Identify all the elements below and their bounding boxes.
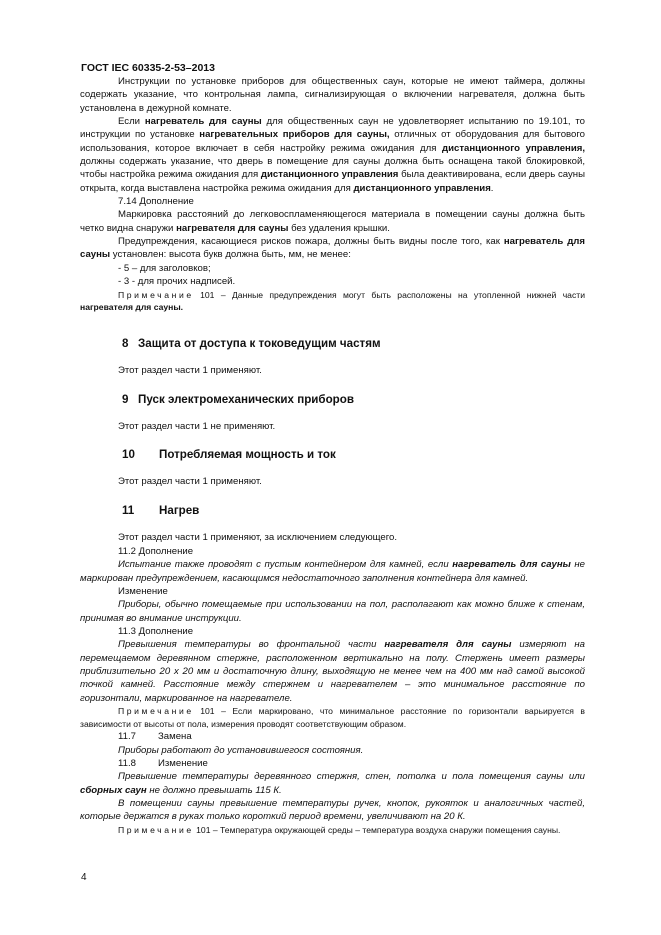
page-number: 4 bbox=[81, 872, 87, 883]
note: Примечание 101 – Температура окружающей среды – температура воздуха снаружи помещения сауны. bbox=[118, 824, 561, 835]
clause-heading: Изменение bbox=[118, 586, 168, 598]
section-7-continuation bbox=[80, 75, 585, 314]
section-10-heading: 10 Потребляемая мощность и ток bbox=[122, 448, 336, 461]
section-11-heading: 11 Нагрев bbox=[122, 504, 200, 517]
section-11-clauses bbox=[80, 545, 585, 836]
section-11-text: Этот раздел части 1 применяют, за исключением следующего. bbox=[118, 532, 398, 543]
clause-heading: 11.8 Изменение bbox=[118, 758, 208, 769]
list-item: - 3 - для прочих надписей. bbox=[118, 276, 236, 288]
note: Примечание 101 – Данные предупреждения могут быть расположены на утопленной нижней части нагревателя для сауны. bbox=[80, 289, 585, 313]
paragraph: Испытание также проводят с пустым контейнером для камней, если нагреватель для сауны не маркирован предупреждением, касающимся недостаточного заполнения контейнера для камней. bbox=[80, 559, 586, 584]
paragraph: Превышения температуры во фронтальной части нагревателя для сауны измеряют на перемещаемом деревянном стержне, расположенном вертикально на полу. Стержень имеет размеры приблизительно 20 х 20 мм и достаточную длину, выходящую не менее чем на 400 мм над самой высокой точкой камней. Расстояние между стержнем и нагревателем – это минимальное расстояние по горизонтали, маркированное на нагревателе. bbox=[80, 639, 586, 704]
section-8-heading: 8 Защита от доступа к токоведущим частям bbox=[122, 337, 381, 350]
paragraph: Маркировка расстояний до легковоспламеняющегося материала в помещении сауны должна быть четко видна снаружи нагревателя для сауны без удаления крышки. bbox=[80, 209, 585, 234]
paragraph: Превышение температуры деревянного стержня, стен, потолка и пола помещения сауны или сборных саун не должно превышать 115 К. bbox=[80, 771, 585, 796]
paragraph: Предупреждения, касающиеся рисков пожара, должны быть видны после того, как нагреватель для сауны установлен: высота букв должна быть, мм, не менее: bbox=[80, 236, 585, 261]
clause-heading: 7.14 Дополнение bbox=[118, 196, 194, 208]
paragraph: В помещении сауны превышение температуры ручек, кнопок, рукояток и аналогичных частей, которые держатся в руках только короткий период времени, увеличивают на 20 К. bbox=[80, 798, 585, 823]
clause-heading: 11.2 Дополнение bbox=[118, 546, 194, 557]
document-header: ГОСТ IEC 60335-2-53–2013 bbox=[81, 62, 215, 74]
note: Примечание 101 – Если маркировано, что минимальное расстояние по горизонтали варьируется в зависимости от высоты от пола, измерения проводят соответствующим образом. bbox=[80, 706, 585, 729]
paragraph: Приборы, обычно помещаемые при использовании на пол, располагают как можно ближе к стенам, принимая во внимание инструкции. bbox=[80, 599, 585, 624]
clause-heading: 11.3 Дополнение bbox=[118, 626, 194, 638]
paragraph: Приборы работают до установившегося состояния. bbox=[118, 744, 364, 756]
section-8-text: Этот раздел части 1 применяют. bbox=[118, 365, 262, 376]
paragraph: Если нагреватель для сауны для общественных саун не удовлетворяет испытанию по 19.101, то инструкции по установке нагревательных приборов для сауны, отличных от оборудования для бытового использования, которое включает в себя настройку режима ожидания для дистанционного управления, должны содержать указание, что дверь в помещение для сауны должна быть оснащена такой блокировкой, чтобы настройка режима ожидания для дистанционного управления была деактивирована, если дверь сауны открыта, когда выставлена настройка режима ожидания для дистанционного управления. bbox=[80, 116, 586, 194]
clause-heading: 11.7 Замена bbox=[118, 731, 192, 743]
section-9-text: Этот раздел части 1 не применяют. bbox=[118, 421, 276, 432]
section-10-text: Этот раздел части 1 применяют. bbox=[118, 476, 262, 487]
list-item: - 5 – для заголовков; bbox=[118, 262, 211, 274]
paragraph: Инструкции по установке приборов для общественных саун, которые не имеют таймера, должны содержать указание, что контрольная лампа, сигнализирующая о включении нагревателя, должна быть установлена в дежурной комнате. bbox=[80, 76, 585, 114]
section-9-heading: 9 Пуск электромеханических приборов bbox=[122, 393, 354, 406]
